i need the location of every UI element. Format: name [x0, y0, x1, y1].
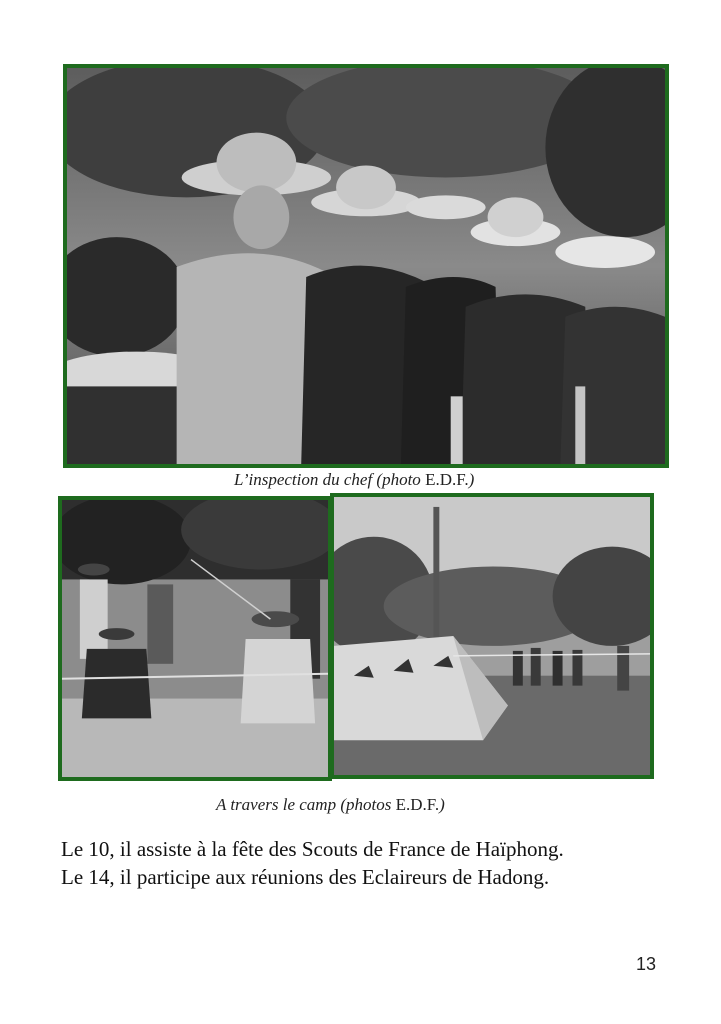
- photo-inspection: [63, 64, 669, 468]
- photo-inspection-image: [67, 68, 665, 464]
- caption-camp-credit: E.D.F.: [395, 795, 440, 814]
- caption-camp-text: A travers le camp (photos: [216, 795, 396, 814]
- photo-camp-tent-image: [334, 497, 650, 775]
- body-text: [61, 835, 564, 891]
- caption-inspection: [234, 470, 474, 490]
- caption-inspection-close: ): [468, 470, 475, 489]
- photo-camp-scouts-image: [62, 500, 328, 777]
- caption-camp: [216, 795, 445, 815]
- photo-camp-scouts: [58, 496, 332, 781]
- paragraph-hadong: Le 14, il participe aux réunions des Eclaireurs de Hadong.: [61, 865, 550, 889]
- photo-camp-tent: [330, 493, 654, 779]
- page-number: 13: [636, 954, 657, 974]
- paragraph-haiphong: Le 10, il assiste à la fête des Scouts de France de Haïphong.: [61, 837, 564, 861]
- caption-inspection-credit: E.D.F.: [425, 470, 469, 489]
- caption-inspection-text: L’inspection du chef (photo: [234, 470, 426, 489]
- caption-camp-close: ): [439, 795, 445, 814]
